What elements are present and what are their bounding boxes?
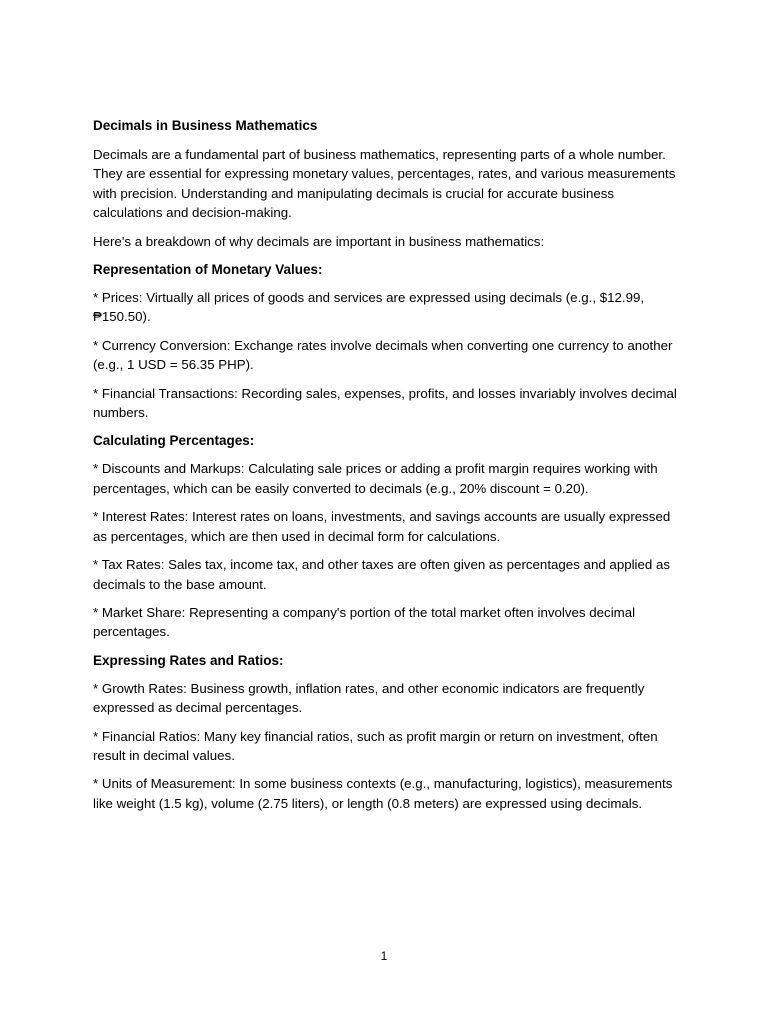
bullet-item: * Units of Measurement: In some business contexts (e.g., manufacturing, logistics), measurements like weight (1.5 kg), volume (2.75 liters), or length (0.8 meters) are expressed using decimals.: [93, 776, 673, 811]
section-heading: Representation of Monetary Values:: [93, 262, 323, 278]
section-monetary-values: [93, 260, 683, 422]
bullet-item: * Tax Rates: Sales tax, income tax, and other taxes are often given as percentages and applied as decimals to the base amount.: [93, 557, 671, 592]
bullet-item: * Growth Rates: Business growth, inflation rates, and other economic indicators are frequently expressed as decimal percentages.: [93, 680, 645, 716]
bullet-item: * Currency Conversion: Exchange rates involve decimals when converting one currency to another (e.g., 1 USD = 56.35 PHP).: [93, 337, 673, 373]
bullet-item: * Interest Rates: Interest rates on loans, investments, and savings accounts are usually expressed as percentages, which are then used in decimal form for calculations.: [93, 509, 671, 544]
bullet-item: * Financial Transactions: Recording sales, expenses, profits, and losses invariably involves decimal numbers.: [93, 385, 677, 421]
section-percentages: [93, 431, 683, 641]
lead-in-paragraph: Here's a breakdown of why decimals are important in business mathematics:: [93, 233, 545, 249]
section-rates-ratios: [93, 651, 683, 813]
section-heading: Expressing Rates and Ratios:: [93, 652, 284, 668]
document-title: Decimals in Business Mathematics: [93, 118, 318, 133]
bullet-item: * Financial Ratios: Many key financial ratios, such as profit margin or return on investment, often result in decimal values.: [93, 728, 658, 763]
bullet-item: * Prices: Virtually all prices of goods and services are expressed using decimals (e.g., $12.99, ₱150.50).: [93, 290, 645, 325]
document-body: [93, 116, 683, 822]
bullet-item: * Discounts and Markups: Calculating sale prices or adding a profit margin requires working with percentages, which can be easily converted to decimals (e.g., 20% discount = 0.20).: [93, 461, 658, 496]
section-heading: Calculating Percentages:: [93, 433, 255, 449]
page-number: 1: [380, 949, 388, 963]
intro-paragraph: Decimals are a fundamental part of business mathematics, representing parts of a whole number. They are essential for expressing monetary values, percentages, rates, and various measurements with precision. Understanding and manipulating decimals is crucial for accurate business calculations and decision-making.: [93, 147, 676, 221]
bullet-item: * Market Share: Representing a company's portion of the total market often involves decimal percentages.: [93, 604, 636, 640]
